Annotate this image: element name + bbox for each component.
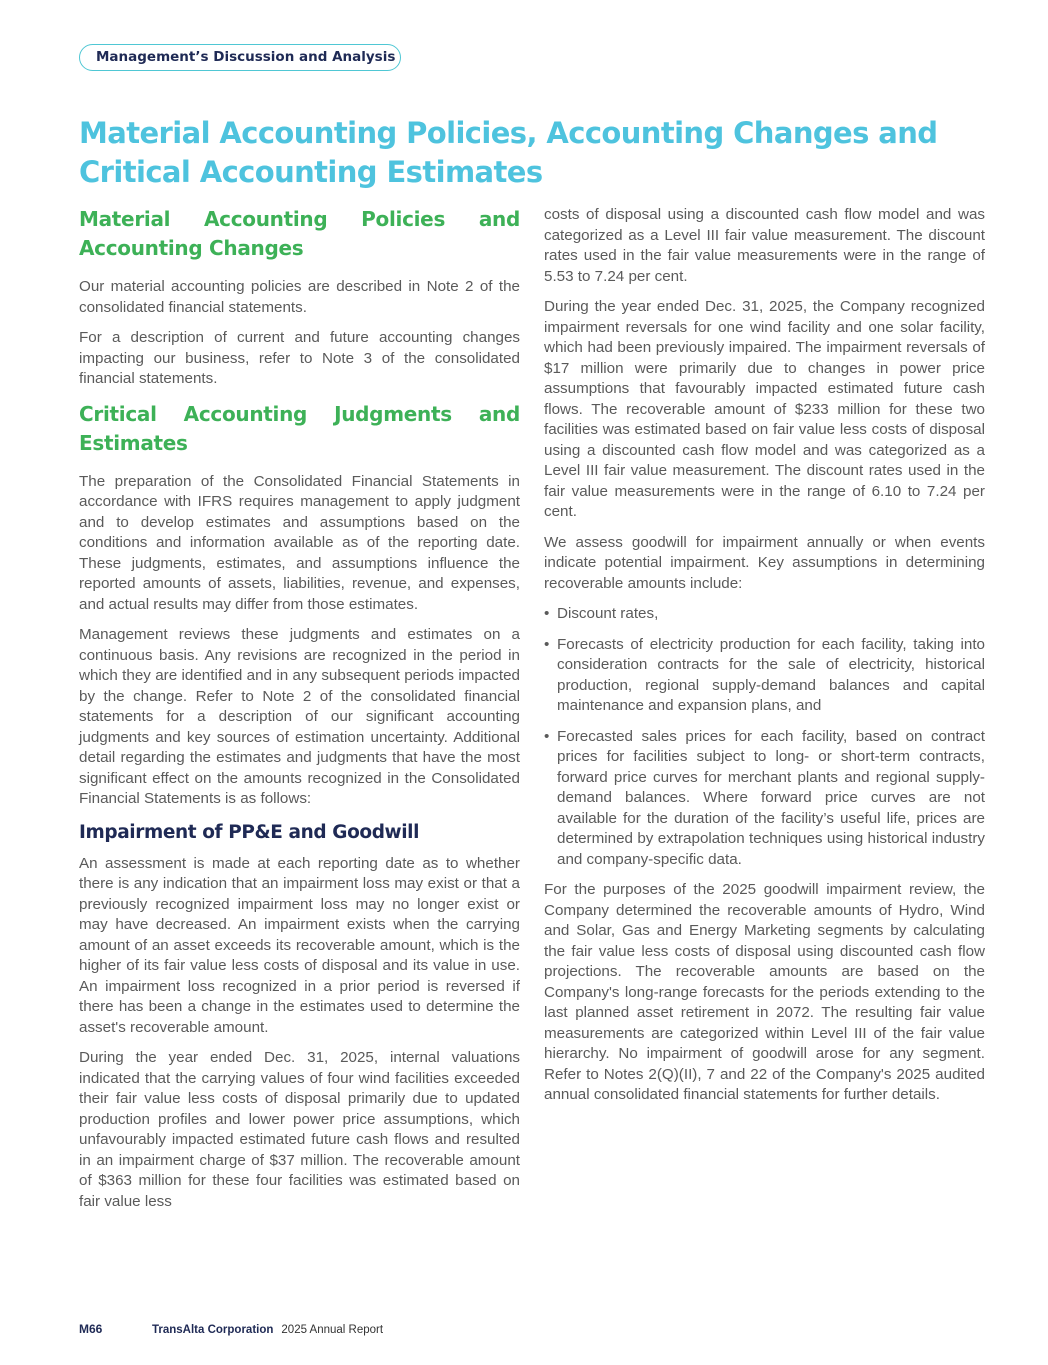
bullet-icon: • — [544, 727, 550, 745]
bullet-icon: • — [544, 635, 550, 653]
paragraph-goodwill-assessment: We assess goodwill for impairment annually or when events indicate potential impairment. Key assumptions in determining recoverable amounts include: — [544, 533, 985, 592]
paragraph-management-reviews: Management reviews these judgments and estimates on a continuous basis. Any revisions are recognized in the period in which they are identified and in any subsequent periods impacted by the change. Refer to Note 2 of the consolidated financial statements for a description of our significant accounting judgments and key sources of estimation uncertainty. Additional detail regarding the estimates and judgments that have the most significant effect on the amounts recognized in the Consolidated Financial Statements is as follows: — [79, 626, 520, 807]
heading-impairment: Impairment of PP&E and Goodwill — [79, 821, 420, 843]
heading-policies-line2: Accounting Changes — [79, 236, 304, 260]
left-column — [79, 205, 520, 1222]
heading-critical-line1: Critical Accounting Judgments and — [79, 401, 520, 426]
list-item — [544, 604, 985, 625]
paragraph-goodwill-review: For the purposes of the 2025 goodwill impairment review, the Company determined the recoverable amounts of Hydro, Wind and Solar, Gas and Energy Marketing segments by calculating the fair value less costs of disposal using discounted cash flow projections. The recoverable amounts are based on the Company's long-range forecasts for the periods extending to the last planned asset retirement in 2072. The resulting fair value measurements are categorized within Level III of the fair value hierarchy. No impairment of goodwill arose for any segment. Refer to Notes 2(Q)(II), 7 and 22 of the Company's 2025 audited annual consolidated financial statements for further details. — [544, 881, 985, 1103]
list-item — [544, 727, 985, 871]
heading-policies-line1: Material Accounting Policies and — [79, 207, 520, 231]
paragraph-accounting-changes: For a description of current and future accounting changes impacting our business, refer to Note 3 of the consolidated financial statements. — [79, 329, 520, 387]
paragraph-internal-valuations: During the year ended Dec. 31, 2025, internal valuations indicated that the carrying values of four wind facilities exceeded their fair value less costs of disposal primarily due to updated production profiles and lower power price assumptions, which unfavourably impacted estimated future cash flows and resulted in an impairment charge of $37 million. The recoverable amount of $363 million for these four facilities was estimated based on fair value less — [79, 1049, 520, 1210]
list-item-text: Forecasted sales prices for each facility, based on contract prices for facilities subject to long- or short-term contracts, forward price curves for merchant plants and regional supply-demand balances. Where forward price curves are not available for the duration of the facility’s useful life, prices are determined by extrapolation techniques using historical industry and company-specific data. — [557, 727, 985, 868]
heading-critical-judgments — [79, 400, 520, 458]
company-name: TransAlta Corporation — [152, 1324, 274, 1336]
list-item — [544, 635, 985, 717]
paragraph-costs-of-disposal: costs of disposal using a discounted cash flow model and was categorized as a Level III fair value measurement. The discount rates used in the fair value measurements were in the range of 5.53 to 7.24 per cent. — [544, 206, 985, 285]
section-label-pill: Management’s Discussion and Analysis — [79, 44, 401, 71]
bullet-icon: • — [544, 605, 550, 622]
page-footer — [79, 1322, 383, 1336]
paragraph-impairment-reversals: During the year ended Dec. 31, 2025, the Company recognized impairment reversals for one wind facility and one solar facility, which had been previously impaired. The impairment reversals of $17 million were primarily due to changes in power price assumptions that favourably impacted estimated future cash flows. The recoverable amount of $233 million for these two facilities was estimated based on fair value less costs of disposal using a discounted cash flow model and was categorized as a Level III fair value measurement. The discount rates used in the fair value measurements were in the range of 6.10 to 7.24 per cent. — [544, 298, 985, 520]
list-item-text: Discount rates, — [557, 605, 659, 622]
heading-critical-line2: Estimates — [79, 430, 188, 455]
list-item-text: Forecasts of electricity production for each facility, taking into consideration contracts for the sale of electricity, historical production, regional supply-demand balances and capital maintenance and expansion plans, and — [557, 635, 985, 714]
right-column — [544, 205, 985, 1116]
key-assumptions-list — [544, 604, 985, 870]
heading-policies — [79, 205, 520, 263]
paragraph-policies-note: Our material accounting policies are described in Note 2 of the consolidated financial statements. — [79, 278, 520, 316]
page-number: M66 — [79, 1322, 103, 1336]
report-name: 2025 Annual Report — [281, 1324, 384, 1336]
paragraph-preparation: The preparation of the Consolidated Financial Statements in accordance with IFRS requires management to apply judgment and to develop estimates and assumptions based on the conditions and information available as of the reporting date. These judgments, estimates, and assumptions influence the reported amounts of assets, liabilities, revenue, and expenses, and actual results may differ from those estimates. — [79, 472, 520, 613]
page-title: Material Accounting Policies, Accounting Changes and Critical Accounting Estimates — [79, 116, 938, 189]
paragraph-assessment: An assessment is made at each reporting date as to whether there is any indication that an impairment loss may exist or that a previously recognized impairment loss may no longer exist or may have decreased. An impairment exists when the carrying amount of an asset exceeds its recoverable amount, which is the higher of its fair value less costs of disposal and its value in use. An impairment loss recognized in a prior period is reversed if there has been a change in the estimates used to determine the asset's recoverable amount. — [79, 854, 520, 1036]
